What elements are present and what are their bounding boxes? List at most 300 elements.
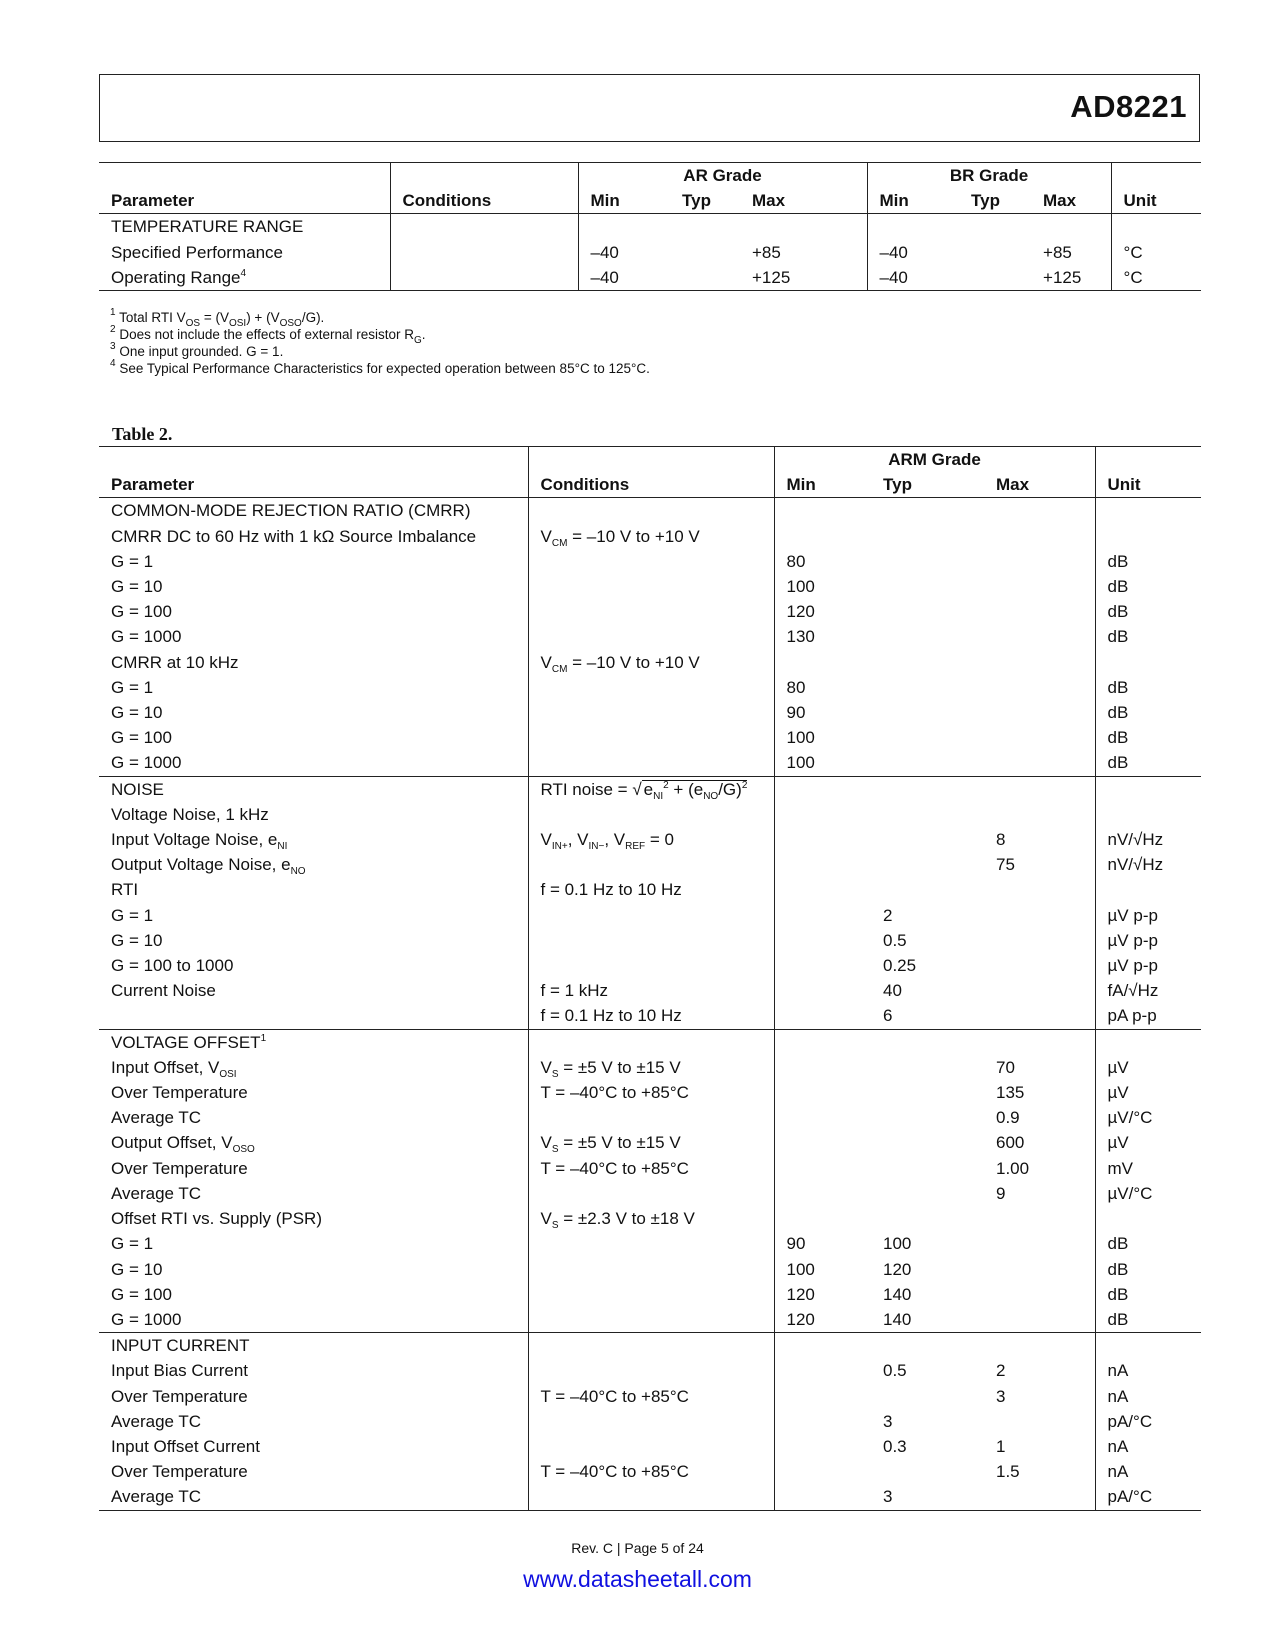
- unit-cell: nA: [1107, 1361, 1129, 1381]
- table-row: TEMPERATURE RANGE: [99, 214, 1201, 240]
- max-cell: [984, 650, 1095, 675]
- min-cell: [774, 1206, 871, 1231]
- part-number: AD8221: [1070, 89, 1187, 124]
- table-row: [99, 1105, 1201, 1130]
- table-row: Operating Range$^4$ –40 +125 –40 +125 °C: [99, 265, 1201, 291]
- max-cell: [984, 1333, 1095, 1359]
- unit-cell: µV p-p: [1107, 930, 1158, 950]
- conditions-cell: [528, 1257, 774, 1282]
- typ-cell: [871, 1105, 984, 1130]
- unit-cell: dB: [1095, 750, 1201, 776]
- min-cell: [774, 1105, 871, 1130]
- param-cell: Input Offset, $V_{OSI}$: [99, 1055, 528, 1080]
- conditions-cell: [528, 700, 774, 725]
- min-cell: [774, 1003, 871, 1029]
- param-cell: G = 10: [99, 1257, 528, 1282]
- param-cell: G = 1: [99, 549, 528, 574]
- min-cell: 100: [786, 1259, 815, 1279]
- max-cell: [984, 700, 1095, 725]
- unit-cell: nV/√Hz: [1107, 855, 1164, 875]
- unit-cell: dB: [1107, 728, 1129, 748]
- table-row: [99, 1307, 1201, 1333]
- param-cell: Over Temperature: [99, 1156, 528, 1181]
- typ-cell: [871, 776, 984, 802]
- param-cell: G = 100 to 1000: [99, 953, 528, 978]
- max-cell: [984, 574, 1095, 599]
- min-cell: [774, 1484, 871, 1510]
- max-cell: 3: [984, 1384, 1095, 1409]
- unit-cell: dB: [1107, 703, 1129, 723]
- max-cell: [984, 1484, 1095, 1510]
- typ-cell: 0.5: [883, 930, 907, 950]
- typ-cell: 6: [871, 1003, 984, 1029]
- max-cell: [984, 1029, 1095, 1055]
- typ-cell: 140: [883, 1284, 912, 1304]
- typ-cell: [871, 498, 984, 524]
- table-row: [99, 1409, 1201, 1434]
- typ-cell: 0.25: [883, 956, 917, 976]
- max-cell: 75: [984, 852, 1095, 877]
- conditions-cell: [528, 1434, 774, 1459]
- table-row: [99, 725, 1201, 750]
- max-cell: [984, 877, 1095, 902]
- param-cell: Average TC: [99, 1409, 528, 1434]
- param-cell: RTI: [99, 877, 528, 902]
- table-row: [99, 1206, 1201, 1231]
- conditions-header: Conditions: [528, 472, 774, 498]
- max-cell: [984, 903, 1095, 928]
- min-cell: 100: [774, 750, 871, 776]
- param-cell: G = 1000: [99, 750, 528, 776]
- page-footer: Rev. C | Page 5 of 24: [571, 1540, 704, 1556]
- min-header: Min: [578, 188, 670, 214]
- conditions-cell: [528, 1181, 774, 1206]
- table-row: [99, 776, 1201, 802]
- typ-header: Typ: [871, 472, 984, 498]
- typ-cell: 140: [871, 1307, 984, 1333]
- ar-grade-header: AR Grade: [578, 163, 867, 189]
- table-row: [99, 877, 1201, 902]
- footnote: $^4$ See Typical Performance Characteristics for expected operation between 85°C to 125°C.: [110, 358, 650, 376]
- spec-table-1: [99, 162, 1201, 291]
- unit-cell: dB: [1107, 551, 1129, 571]
- param-cell: CMRR at 10 kHz: [99, 650, 528, 675]
- param-cell: Input Bias Current: [99, 1358, 528, 1383]
- conditions-cell: [528, 599, 774, 624]
- conditions-cell: $V_S = \pm 5$ V to ±15 V: [528, 1130, 774, 1155]
- min-cell: [774, 1333, 871, 1359]
- table-row: [99, 1384, 1201, 1409]
- max-cell: 2: [984, 1358, 1095, 1383]
- conditions-cell: T = –40°C to +85°C: [528, 1156, 774, 1181]
- param-cell: G = 1: [99, 1231, 528, 1256]
- typ-cell: [871, 524, 984, 549]
- max-cell: [984, 750, 1095, 776]
- param-cell: Voltage Noise, 1 kHz: [99, 802, 528, 827]
- conditions-cell: [528, 1409, 774, 1434]
- min-cell: [774, 1459, 871, 1484]
- param-cell: COMMON-MODE REJECTION RATIO (CMRR): [99, 498, 528, 524]
- table-row: Specified Performance –40 +85 –40 +85 °C: [99, 240, 1201, 265]
- unit-cell: [1095, 650, 1201, 675]
- max-cell: [984, 1231, 1095, 1256]
- max-cell: [984, 928, 1095, 953]
- param-cell: G = 100: [99, 599, 528, 624]
- footnote: $^2$ Does not include the effects of external resistor $R_G$.: [110, 324, 426, 346]
- table-row: [99, 978, 1201, 1003]
- param-cell: Average TC: [99, 1181, 528, 1206]
- typ-cell: 40: [883, 981, 902, 1001]
- max-cell: 1.00: [984, 1156, 1095, 1181]
- min-header: Min: [867, 188, 959, 214]
- unit-cell: nA: [1107, 1462, 1129, 1482]
- table-row: [99, 1282, 1201, 1307]
- conditions-cell: [528, 953, 774, 978]
- table-row: [99, 928, 1201, 953]
- table-row: [99, 675, 1201, 700]
- param-cell: Input Voltage Noise, $e_{NI}$: [99, 827, 528, 852]
- table-row: [99, 852, 1201, 877]
- min-cell: [774, 1384, 871, 1409]
- conditions-cell: $V_{IN+}$, $V_{IN-}$, $V_{REF} = 0$: [528, 827, 774, 852]
- typ-cell: [871, 827, 984, 852]
- table-row: [99, 599, 1201, 624]
- min-cell: 120: [786, 1284, 815, 1304]
- typ-cell: [871, 1156, 984, 1181]
- typ-cell: [871, 700, 984, 725]
- max-cell: [984, 725, 1095, 750]
- table-row: [99, 1003, 1201, 1029]
- conditions-cell: f = 0.1 Hz to 10 Hz: [528, 1003, 774, 1029]
- unit-cell: fA/√Hz: [1107, 981, 1159, 1001]
- param-cell: Output Offset, $V_{OSO}$: [99, 1130, 528, 1155]
- conditions-cell: [528, 1029, 774, 1055]
- typ-cell: 100: [883, 1234, 912, 1254]
- br-grade-header: BR Grade: [867, 163, 1111, 189]
- max-cell: [984, 599, 1095, 624]
- conditions-cell: f = 1 kHz: [528, 978, 774, 1003]
- min-cell: [774, 776, 871, 802]
- min-cell: [774, 928, 871, 953]
- unit-cell: nV/√Hz: [1107, 830, 1164, 850]
- min-cell: [774, 903, 871, 928]
- min-cell: 90: [786, 703, 806, 723]
- conditions-header: Conditions: [390, 188, 578, 214]
- conditions-cell: [528, 498, 774, 524]
- max-cell: [984, 498, 1095, 524]
- table-row: [99, 1333, 1201, 1359]
- table-row: [99, 750, 1201, 776]
- min-cell: [774, 877, 871, 902]
- param-cell: G = 1000: [99, 624, 528, 649]
- max-cell: [984, 675, 1095, 700]
- param-cell: Average TC: [99, 1484, 528, 1510]
- min-cell: 90: [786, 1234, 806, 1254]
- conditions-cell: [528, 624, 774, 649]
- conditions-cell: [528, 574, 774, 599]
- typ-cell: [871, 852, 984, 877]
- min-cell: 80: [786, 677, 806, 697]
- max-cell: 1: [984, 1434, 1095, 1459]
- unit-cell: µV/°C: [1107, 1183, 1153, 1203]
- param-cell: G = 100: [99, 725, 528, 750]
- typ-cell: 120: [883, 1259, 912, 1279]
- typ-cell: [871, 877, 984, 902]
- min-cell: [774, 1130, 871, 1155]
- min-cell: [774, 1080, 871, 1105]
- conditions-cell: T = –40°C to +85°C: [528, 1459, 774, 1484]
- unit-cell: dB: [1107, 577, 1129, 597]
- typ-cell: 3: [871, 1484, 984, 1510]
- conditions-cell: $V_{CM} = -10$ V to +10 V: [528, 650, 774, 675]
- typ-cell: [871, 1459, 984, 1484]
- unit-cell: [1095, 802, 1201, 827]
- min-cell: [774, 498, 871, 524]
- arm-grade-header: ARM Grade: [774, 447, 1095, 473]
- unit-cell: [1095, 776, 1201, 802]
- table-row: [99, 1029, 1201, 1055]
- conditions-cell: [528, 802, 774, 827]
- table-row: [99, 650, 1201, 675]
- table-row: [99, 1156, 1201, 1181]
- unit-cell: pA/°C: [1107, 1411, 1153, 1431]
- unit-cell: [1095, 524, 1201, 549]
- unit-cell: dB: [1107, 677, 1129, 697]
- typ-cell: 0.3: [883, 1436, 907, 1456]
- unit-cell: mV: [1107, 1158, 1134, 1178]
- conditions-cell: f = 0.1 Hz to 10 Hz: [528, 877, 774, 902]
- table-row: [99, 498, 1201, 524]
- unit-cell: pA p-p: [1095, 1003, 1201, 1029]
- conditions-cell: [528, 1333, 774, 1359]
- footnote: $^3$ One input grounded. G = 1.: [110, 341, 284, 359]
- unit-cell: µV: [1107, 1057, 1129, 1077]
- typ-header: Typ: [670, 188, 740, 214]
- typ-cell: [871, 624, 984, 649]
- unit-cell: pA/°C: [1095, 1484, 1201, 1510]
- param-cell: INPUT CURRENT: [99, 1333, 528, 1359]
- typ-cell: [871, 1206, 984, 1231]
- unit-cell: [1095, 1029, 1201, 1055]
- conditions-cell: [528, 852, 774, 877]
- spec-table-2: [99, 446, 1201, 1511]
- typ-cell: 3: [883, 1411, 893, 1431]
- unit-cell: dB: [1095, 1307, 1201, 1333]
- table-row: [99, 1130, 1201, 1155]
- table-caption: Table 2.: [112, 424, 173, 444]
- conditions-cell: [528, 1105, 774, 1130]
- min-cell: [774, 953, 871, 978]
- min-cell: [774, 1055, 871, 1080]
- table-row: [99, 574, 1201, 599]
- max-cell: 9: [984, 1181, 1095, 1206]
- min-cell: [774, 1434, 871, 1459]
- unit-cell: µV: [1107, 1133, 1129, 1153]
- unit-cell: dB: [1107, 602, 1129, 622]
- max-cell: [984, 1003, 1095, 1029]
- table-row: [99, 1055, 1201, 1080]
- min-header: Min: [774, 472, 871, 498]
- min-cell: [774, 1156, 871, 1181]
- max-cell: [984, 802, 1095, 827]
- table-row: [99, 1484, 1201, 1510]
- min-cell: [774, 1409, 871, 1434]
- unit-cell: [1095, 877, 1201, 902]
- max-header: Max: [984, 472, 1095, 498]
- typ-cell: [871, 1181, 984, 1206]
- unit-cell: µV/°C: [1107, 1108, 1153, 1128]
- min-cell: 80: [786, 551, 806, 571]
- param-cell: Over Temperature: [99, 1459, 528, 1484]
- parameter-header: Parameter: [99, 472, 528, 498]
- radicand: $e_{NI}^2 + (e_{NO}/G)^2$: [643, 779, 748, 802]
- typ-cell: [871, 675, 984, 700]
- param-cell: VOLTAGE OFFSET$^1$: [99, 1029, 528, 1055]
- typ-cell: [871, 750, 984, 776]
- conditions-cell: $V_S = \pm 5$ V to ±15 V: [528, 1055, 774, 1080]
- table-row: [99, 1231, 1201, 1256]
- conditions-cell: [528, 1307, 774, 1333]
- max-cell: 135: [984, 1080, 1095, 1105]
- param-cell: NOISE: [99, 776, 528, 802]
- typ-cell: [871, 725, 984, 750]
- conditions-cell: T = –40°C to +85°C: [528, 1080, 774, 1105]
- min-cell: [774, 650, 871, 675]
- unit-cell: dB: [1107, 1234, 1129, 1254]
- min-cell: [774, 978, 871, 1003]
- unit-header: Unit: [1095, 472, 1201, 498]
- max-cell: [984, 1206, 1095, 1231]
- param-cell: G = 1: [99, 903, 528, 928]
- conditions-cell: [528, 675, 774, 700]
- max-cell: [984, 624, 1095, 649]
- conditions-cell: RTI noise = √ $e_{NI}^2 + (e_{NO}/G)^2$: [528, 776, 774, 802]
- param-cell: Average TC: [99, 1105, 528, 1130]
- param-cell: G = 100: [99, 1282, 528, 1307]
- max-cell: [984, 776, 1095, 802]
- min-cell: 100: [786, 577, 815, 597]
- param-cell: G = 10: [99, 928, 528, 953]
- conditions-cell: [528, 750, 774, 776]
- conditions-cell: [528, 903, 774, 928]
- table-row: [99, 953, 1201, 978]
- param-cell: G = 1000: [99, 1307, 528, 1333]
- unit-header: Unit: [1111, 188, 1201, 214]
- footnote: $^1$ Total RTI $V_{OS} = (V_{OSI}) + (V_{OSO}/G)$.: [110, 307, 325, 329]
- max-cell: [984, 1307, 1095, 1333]
- parameter-header: Parameter: [99, 188, 390, 214]
- param-cell: G = 10: [99, 574, 528, 599]
- param-cell: Current Noise: [99, 978, 528, 1003]
- table-row: [99, 624, 1201, 649]
- unit-cell: dB: [1107, 1259, 1129, 1279]
- min-cell: [774, 827, 871, 852]
- param-cell: Over Temperature: [99, 1080, 528, 1105]
- max-cell: [984, 953, 1095, 978]
- max-cell: [984, 1409, 1095, 1434]
- param-cell: G = 1: [99, 675, 528, 700]
- max-cell: 70: [984, 1055, 1095, 1080]
- max-cell: 0.9: [984, 1105, 1095, 1130]
- min-cell: 120: [786, 602, 815, 622]
- max-cell: [984, 549, 1095, 574]
- param-cell: Over Temperature: [99, 1384, 528, 1409]
- max-cell: [984, 1282, 1095, 1307]
- max-cell: 8: [984, 827, 1095, 852]
- table-row: [99, 1434, 1201, 1459]
- typ-cell: [871, 599, 984, 624]
- table-row: [99, 827, 1201, 852]
- param-cell: CMRR DC to 60 Hz with 1 kΩ Source Imbalance: [99, 524, 528, 549]
- min-cell: 130: [786, 627, 815, 647]
- param-cell: [99, 1003, 528, 1029]
- table-row: [99, 1257, 1201, 1282]
- min-cell: [774, 1358, 871, 1383]
- typ-cell: [871, 574, 984, 599]
- unit-cell: nA: [1107, 1436, 1129, 1456]
- max-cell: [984, 524, 1095, 549]
- conditions-cell: [528, 1358, 774, 1383]
- table-row: [99, 903, 1201, 928]
- min-cell: 120: [774, 1307, 871, 1333]
- conditions-cell: $V_{CM} = -10$ V to +10 V: [528, 524, 774, 549]
- typ-cell: [871, 1055, 984, 1080]
- min-cell: [774, 1029, 871, 1055]
- table-row: [99, 1358, 1201, 1383]
- typ-header: Typ: [959, 188, 1031, 214]
- conditions-cell: [528, 725, 774, 750]
- unit-cell: [1095, 1333, 1201, 1359]
- conditions-cell: [528, 1282, 774, 1307]
- min-cell: [774, 524, 871, 549]
- unit-cell: nA: [1107, 1386, 1129, 1406]
- min-cell: [774, 1181, 871, 1206]
- min-cell: [774, 802, 871, 827]
- typ-cell: [871, 1080, 984, 1105]
- table-row: [99, 1080, 1201, 1105]
- unit-cell: µV p-p: [1107, 905, 1158, 925]
- param-cell: Input Offset Current: [99, 1434, 528, 1459]
- conditions-cell: [528, 549, 774, 574]
- table-row: [99, 524, 1201, 549]
- table-row: [99, 700, 1201, 725]
- typ-cell: [871, 802, 984, 827]
- header-box: [99, 74, 1200, 142]
- max-header: Max: [1031, 188, 1111, 214]
- param-cell: Offset RTI vs. Supply (PSR): [99, 1206, 528, 1231]
- min-cell: 100: [786, 728, 815, 748]
- conditions-cell: [528, 928, 774, 953]
- conditions-cell: [528, 1484, 774, 1510]
- unit-cell: [1095, 1206, 1201, 1231]
- website-link[interactable]: www.datasheetall.com: [523, 1566, 752, 1592]
- unit-cell: [1095, 498, 1201, 524]
- sqrt-symbol: √: [632, 779, 642, 799]
- unit-cell: µV p-p: [1107, 956, 1158, 976]
- max-cell: 600: [984, 1130, 1095, 1155]
- table-row: [99, 549, 1201, 574]
- max-cell: [984, 1257, 1095, 1282]
- typ-cell: [871, 1384, 984, 1409]
- conditions-cell: [528, 1231, 774, 1256]
- typ-cell: 2: [883, 905, 893, 925]
- typ-cell: [871, 549, 984, 574]
- unit-cell: dB: [1107, 1284, 1129, 1304]
- typ-cell: 0.5: [883, 1361, 907, 1381]
- conditions-cell: $V_S = \pm 2.3$ V to ±18 V: [528, 1206, 774, 1231]
- table-row: [99, 802, 1201, 827]
- max-header: Max: [740, 188, 867, 214]
